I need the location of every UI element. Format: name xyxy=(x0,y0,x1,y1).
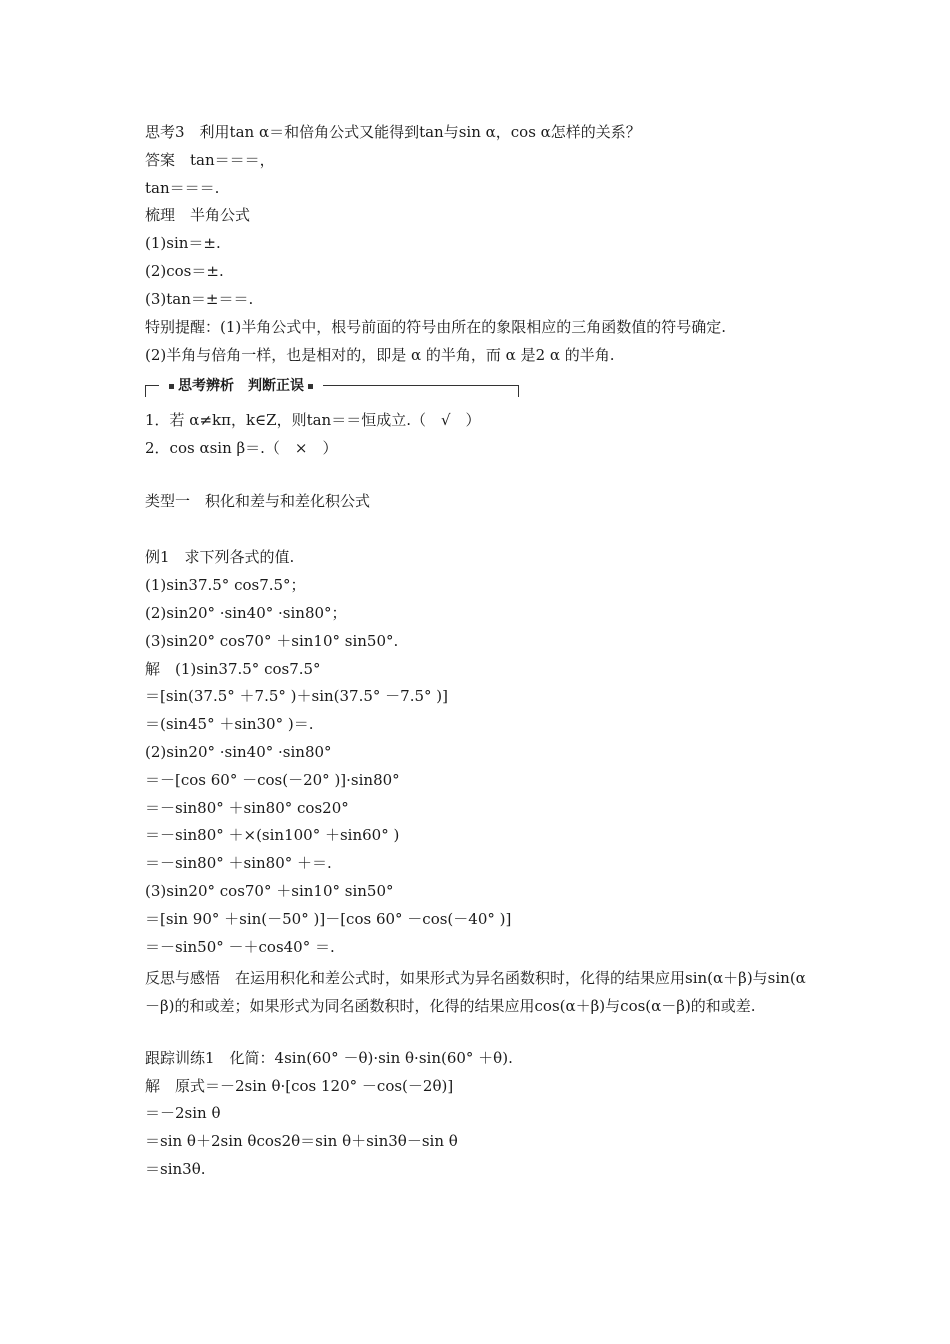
judgement-2: 2．cos αsin β＝.（ × ） xyxy=(145,439,338,457)
practice-line: 跟踪训练1 化简：4sin(60° －θ)·sin θ·sin(60° ＋θ). xyxy=(145,1049,513,1067)
reflection-paragraph: 反思与感悟 在运用积化和差公式时，如果形式为异名函数积时，化得的结果应用sin(α＋β)与sin(α－β)的和或差；如果形式为同名函数积时，化得的结果应用cos(α＋β)与cos(α－β)的和或差. xyxy=(145,969,806,1015)
example-line: (3)sin20° cos70° ＋sin10° sin50°. xyxy=(145,632,399,650)
answer-line-1: 答案 tan＝＝＝， xyxy=(145,151,275,169)
example-line: (2)sin20° ·sin40° ·sin80°； xyxy=(145,604,347,622)
example-line: (1)sin37.5° cos7.5°； xyxy=(145,576,306,594)
half-angle-cos: (2)cos＝±. xyxy=(145,262,224,280)
answer-line-2: tan＝＝＝. xyxy=(145,179,220,197)
example-line: ＝－sin50° －＋cos40° ＝. xyxy=(145,938,335,956)
practice-line: ＝sin3θ. xyxy=(145,1160,206,1178)
practice-line: 解 原式＝－2sin θ·[cos 120° －cos(－2θ)] xyxy=(145,1077,454,1095)
example-line: ＝(sin45° ＋sin30° )＝. xyxy=(145,715,314,733)
special-note-2: (2)半角与倍角一样，也是相对的，即是 α 的半角，而 α 是2 α 的半角. xyxy=(145,346,615,364)
example-line: ＝－sin80° ＋sin80° cos20° xyxy=(145,799,349,817)
example-line: 例1 求下列各式的值. xyxy=(145,548,295,566)
example-line: 解 (1)sin37.5° cos7.5° xyxy=(145,660,321,678)
example-line: (3)sin20° cos70° ＋sin10° sin50° xyxy=(145,882,394,900)
example-line: ＝－sin80° ＋×(sin100° ＋sin60° ) xyxy=(145,826,400,844)
practice-line: ＝sin θ＋2sin θcos2θ＝sin θ＋sin3θ－sin θ xyxy=(145,1132,458,1150)
judgement-1: 1．若 α≠kπ，k∈Z，则tan＝＝恒成立.（ √ ） xyxy=(145,411,481,429)
practice-line: ＝－2sin θ xyxy=(145,1104,221,1122)
square-bullet-icon xyxy=(169,384,174,389)
think-3-question: 思考3 利用tan α＝和倍角公式又能得到tan与sin α，cos α怎样的关系？ xyxy=(145,123,641,141)
special-note-1: 特别提醒：(1)半角公式中，根号前面的符号由所在的象限相应的三角函数值的符号确定. xyxy=(145,318,727,336)
example-line: ＝－sin80° ＋sin80° ＋＝. xyxy=(145,854,332,872)
example-line: ＝－[cos 60° －cos(－20° )]·sin80° xyxy=(145,771,400,789)
example-line: (2)sin20° ·sin40° ·sin80° xyxy=(145,743,332,761)
example-line: ＝[sin 90° ＋sin(－50° )]－[cos 60° －cos(－40° )] xyxy=(145,910,512,928)
banner-title: 思考辨析 判断正误 xyxy=(159,376,323,396)
summary-heading: 梳理 半角公式 xyxy=(145,206,251,224)
half-angle-tan: (3)tan＝±＝＝. xyxy=(145,290,254,308)
think-judge-banner xyxy=(145,376,519,402)
example-line: ＝[sin(37.5° ＋7.5° )＋sin(37.5° －7.5° )] xyxy=(145,687,449,705)
square-bullet-icon xyxy=(308,384,313,389)
section-title: 类型一 积化和差与和差化积公式 xyxy=(145,492,371,510)
half-angle-sin: (1)sin＝±. xyxy=(145,234,221,252)
